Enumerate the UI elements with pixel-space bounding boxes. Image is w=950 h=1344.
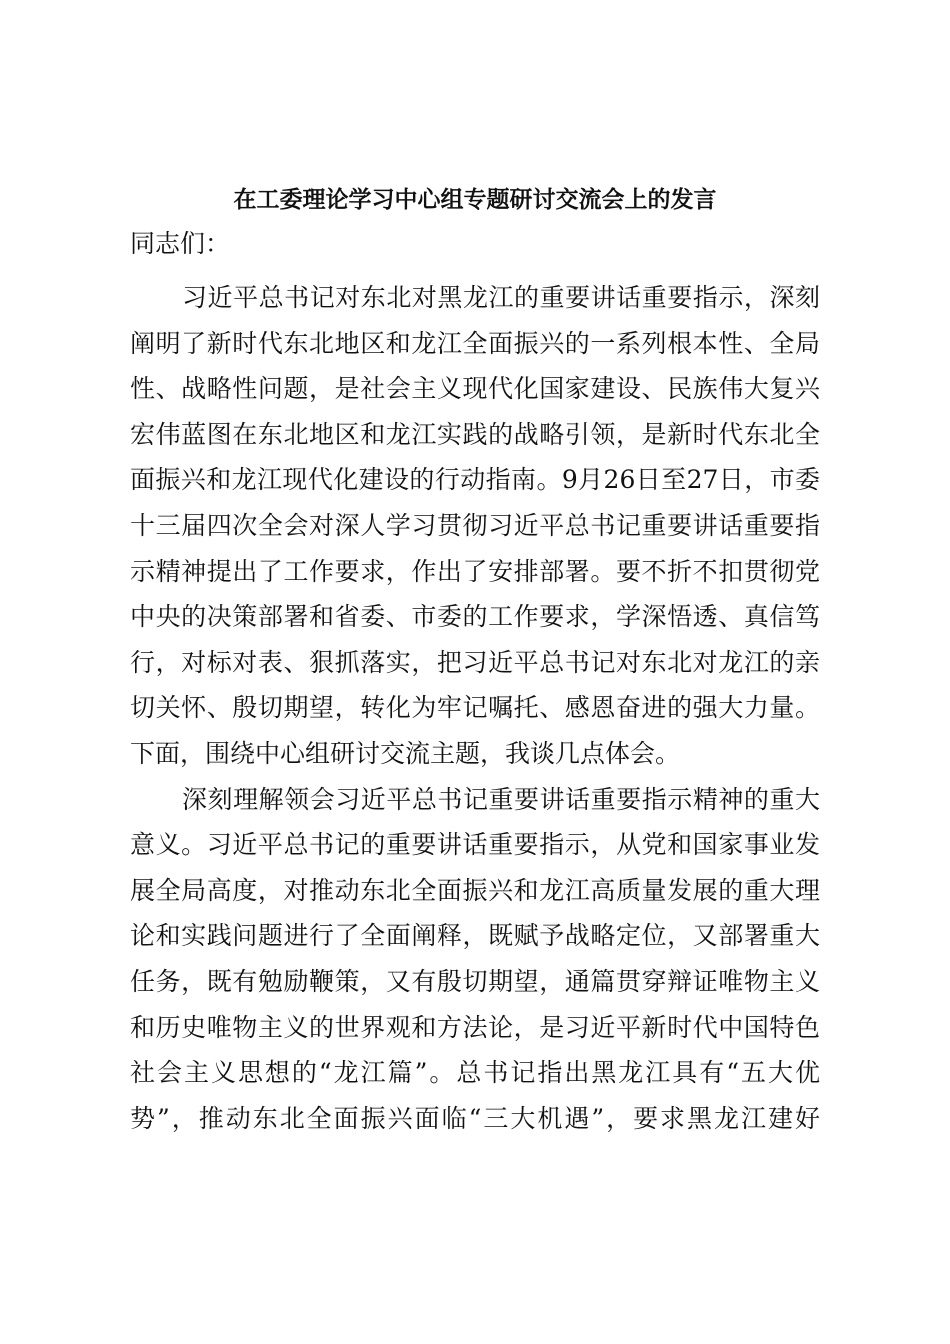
text-line: 切关怀、殷切期望，转化为牢记嘱托、感恩奋进的强大力量。 <box>130 693 820 723</box>
text-line: 十三届四次全会对深人学习贯彻习近平总书记重要讲话重要指 <box>130 510 820 540</box>
salutation: 同志们： <box>130 229 231 258</box>
text-line: 阐明了新时代东北地区和龙江全面振兴的一系列根本性、全局 <box>130 328 820 358</box>
text-line: 习近平总书记对东北对黑龙江的重要讲话重要指示，深刻 <box>182 283 820 312</box>
text-line: 中央的决策部署和省委、市委的工作要求，学深悟透、真信笃 <box>130 602 820 632</box>
text-line: 论和实践问题进行了全面阐释，既赋予战略定位，又部署重大 <box>130 921 820 951</box>
text-line: 性、战略性问题，是社会主义现代化国家建设、民族伟大复兴 <box>130 374 820 404</box>
text-line: 意义。习近平总书记的重要讲话重要指示，从党和国家事业发 <box>130 830 820 860</box>
text-line: 社会主义思想的“龙江篇”。总书记指出黑龙江具有“五大优 <box>130 1058 820 1088</box>
document-title: 在工委理论学习中心组专题研讨交流会上的发言 <box>233 186 717 213</box>
text-line: 势”，推动东北全面振兴面临“三大机遇”，要求黑龙江建好 <box>130 1103 820 1133</box>
text-line: 任务，既有勉励鞭策，又有殷切期望，通篇贯穿辩证唯物主义 <box>130 966 820 996</box>
document-body <box>130 275 820 1141</box>
text-line: 宏伟蓝图在东北地区和龙江实践的战略引领，是新时代东北全 <box>130 419 820 449</box>
text-line: 行，对标对表、狠抓落实，把习近平总书记对东北对龙江的亲 <box>130 647 820 677</box>
text-line: 面振兴和龙江现代化建设的行动指南。9月26日至27日，市委 <box>130 465 820 495</box>
text-line: 下面，围绕中心组研讨交流主题，我谈几点体会。 <box>130 738 681 768</box>
paragraph <box>130 275 820 777</box>
paragraph <box>130 777 820 1142</box>
text-line: 和历史唯物主义的世界观和方法论，是习近平新时代中国特色 <box>130 1012 820 1042</box>
text-line: 深刻理解领会习近平总书记重要讲话重要指示精神的重大 <box>182 784 820 814</box>
text-line: 示精神提出了工作要求，作出了安排部署。要不折不扣贯彻党 <box>130 556 820 586</box>
text-line: 展全局高度，对推动东北全面振兴和龙江高质量发展的重大理 <box>130 875 820 905</box>
